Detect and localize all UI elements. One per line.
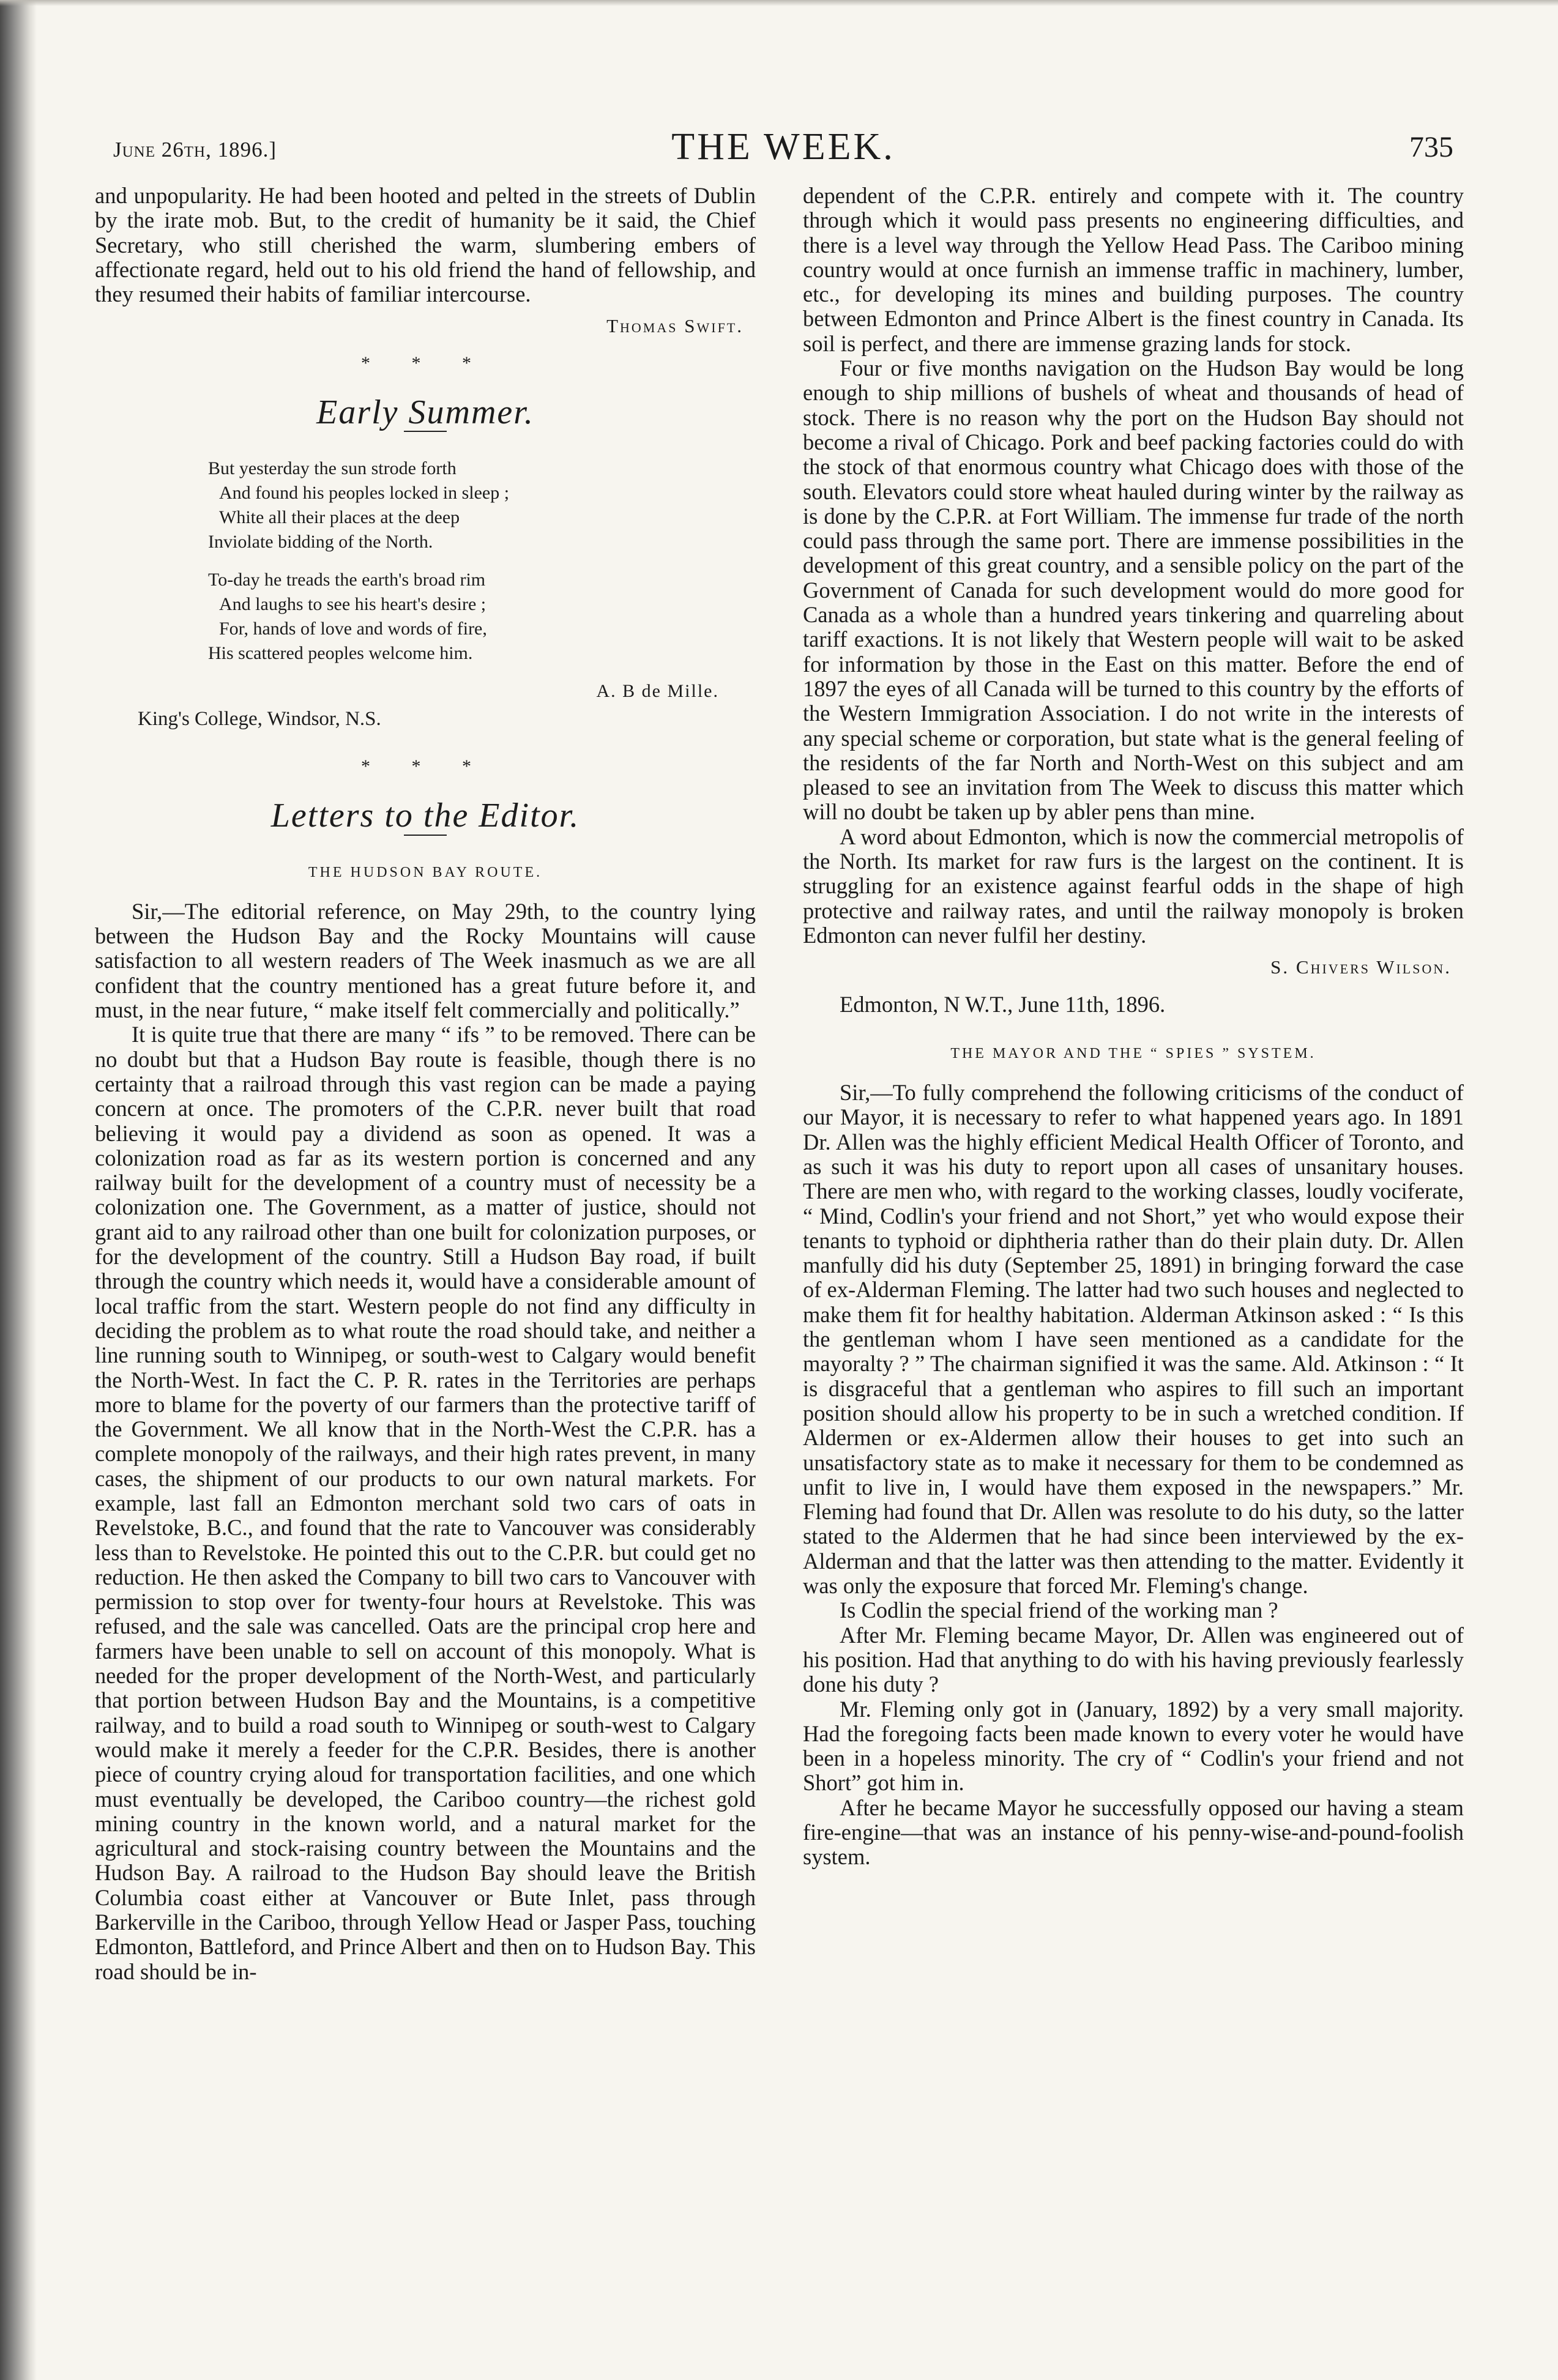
scan-top-edge [0,0,1558,6]
poem-line: His scattered peoples welcome him. [208,643,473,664]
letter-title: THE HUDSON BAY ROUTE. [308,864,543,880]
poem-line: And found his peoples locked in sleep ; [219,483,510,504]
poem-title: Early Summer. [316,393,534,432]
letter-paragraph: After he became Mayor he successfully opposed our having a steam fire-engine—that was an instance of his penny-wise-and-pound-foolish system. [803,1794,1464,1870]
page-number: 735 [1409,131,1453,163]
poem-line: But yesterday the sun strode forth [208,458,457,479]
letter-paragraph: It is quite true that there are many “ ifs ” to be removed. There can be no doubt but that a Hudson Bay route is feasible, though there is no certainty that a railroad through this vast region can be made a paying concern at once. The promoters of the C.P.R. never built that road believing it would pay a dividend as soon as opened. It was a colonization road as far as its western portion is concerned and any railway built for the development of a country must of necessity be a colonization one. The Government, as a matter of justice, should not grant aid to any railroad other than one built for colonization purposes, or for the development of the country. Still a Hudson Bay road, if built through the country which needs it, would have a considerable amount of local traffic from the start. Western people do not find any difficulty in deciding the problem as to what route the road should take, and neither a line running south to Winnipeg, or south-west to Calgary would benefit the North-West. In fact the C. P. R. rates in the Territories are perhaps more to blame for the poverty of our farmers than the protective tariff of the Government. We all know that in the North-West the C.P.R. has a complete monopoly of the railways, and their high rates prevent, in many cases, the shipment of our products to our own natural markets. For example, last fall an Edmonton merchant sold two cars of oats in Revelstoke, B.C., and found that the rate to Vancouver was considerably less than to Revelstoke. He pointed this out to the C.P.R. but could get no reduction. He then asked the Company to bill two cars to Vancouver with permission to stop over for twenty-four hours at Revelstoke. This was refused, and the sale was cancelled. Oats are the principal crop here and farmers have been unable to sell on account of this monopoly. What is needed for the proper development of the North-West, and particularly that portion between Hudson Bay and the Mountains, is a competitive railway, and to build a road south to Winnipeg or south-west to Calgary would make it merely a feeder for the C.P.R. Besides, there is another piece of country crying aloud for transportation facilities, and one which must eventually be developed, the Cariboo country—the richest gold mining country in the known world, and a natural market for the agricultural and stock-raising country between the Mountains and the Hudson Bay. A railroad to the Hudson Bay should leave the British Columbia coast either at Vancouver or Bute Inlet, pass through Barkerville in the Cariboo, through Yellow Head or Jasper Pass, touching Edmonton, Battleford, and Prince Albert and then on to Hudson Bay. This road should be in- [95,1022,756,1984]
letter-paragraph: Mr. Fleming only got in (January, 1892) by a very small majority. Had the foregoing facts been made known to every voter he would have been in a hopeless minority. The cry of “ Codlin's your friend and not Short” got him in. [803,1696,1464,1796]
poem-stanza-1 [208,456,756,554]
section-divider-stars: * * * [361,352,490,373]
poem-line: White all their places at the deep [219,507,460,528]
article-signature: Thomas Swift. [606,315,744,337]
poem-line: And laughs to see his heart's desire ; [219,594,486,615]
issue-date: June 26th, 1896.] [113,138,277,162]
poem-line: For, hands of love and words of fire, [219,619,487,639]
poem-line: To-day he treads the earth's broad rim [208,570,486,590]
right-column [803,184,1464,1870]
section-divider-stars: * * * [361,756,490,776]
letter-paragraph: Sir,—The editorial reference, on May 29th, to the country lying between the Hudson Bay and the Rocky Mountains will cause satisfaction to all western readers of The Week inasmuch as we are all confident that the country mentioned has a great future before it, and must, in the near future, “ make itself felt commercially and politically.” [95,898,756,1023]
article-continuation-text: and unpopularity. He had been hooted and pelted in the streets of Dublin by the irate mob. But, to the credit of humanity be it said, the Chief Secretary, who still cherished the warm, slumbering embers of affectionate regard, held out to his old friend the hand of fellowship, and they resumed their habits of familiar intercourse. [95,183,756,307]
left-column [95,184,756,1984]
letter-signature: S. Chivers Wilson. [1270,956,1452,978]
letter-place-date: Edmonton, N W.T., June 11th, 1896. [840,991,1166,1017]
page-header [113,125,1453,174]
publication-title: THE WEEK. [671,126,895,168]
scan-page-edge [0,0,37,2380]
poem-line: Inviolate bidding of the North. [208,532,433,552]
letter-title: THE MAYOR AND THE “ SPIES ” SYSTEM. [950,1045,1316,1062]
letter-paragraph: Is Codlin the special friend of the working man ? [840,1597,1278,1623]
letters-section-title: Letters to the Editor. [270,797,580,835]
letter-paragraph: Sir,—To fully comprehend the following criticisms of the conduct of our Mayor, it is necessary to refer to what happened years ago. In 1891 Dr. Allen was the highly efficient Medical Health Officer of Toronto, and as such it was his duty to report upon all cases of unsanitary houses. There are men who, with regard to the working classes, loudly vociferate, “ Mind, Codlin's your friend and not Short,” yet who would expose their tenants to typhoid or diphtheria rather than do their plain duty. Dr. Allen manfully did his duty (September 25, 1891) in bringing forward the case of ex-Alderman Fleming. The latter had two such houses and neglected to make them fit for healthy habitation. Alderman Atkinson asked : “ Is this the gentleman whom I have seen mentioned as a candidate for the mayoralty ? ” The chairman signified it was the same. Ald. Atkinson : “ It is disgraceful that a gentleman who aspires to fill such an important position should allow his property to be in such a wretched condition. If Aldermen or ex-Aldermen allow their houses to get into such an unsatisfactory state as to make it necessary for them to be condemned as unfit to live in, I would have them exposed in the newspapers.” Mr. Fleming had found that Dr. Allen was resolute to do his duty, so the latter stated to the Aldermen that he had since been interviewed by the ex-Alderman and that the latter was then attending to the matter. Evidently it was only the exposure that forced Mr. Fleming's change. [803,1080,1464,1599]
poem-stanza-2 [208,568,756,666]
letter-paragraph: After Mr. Fleming became Mayor, Dr. Allen was engineered out of his position. Had that anything to do with his having previously fearlessly done his duty ? [803,1622,1464,1697]
letter-paragraph: A word about Edmonton, which is now the commercial metropolis of the North. Its market for raw furs is the largest on the continent. It is struggling for an existence against fearful odds in the shape of high protective and railway rates, and until the railway monopoly is broken Edmonton can never fulfil her destiny. [803,824,1464,948]
poem-signature: A. B de Mille. [596,681,719,702]
letter-continuation-text: dependent of the C.P.R. entirely and compete with it. The country through which it would pass presents no engineering difficulties, and there is a level way through the Yellow Head Pass. The Cariboo mining country would at once furnish an immense traffic in machinery, lumber, etc., for developing its mines and building purposes. The country between Edmonton and Prince Albert is the finest country in Canada. Its soil is perfect, and there are immense grazing lands for stock. [803,183,1464,356]
poem-place: King's College, Windsor, N.S. [138,707,381,730]
letter-paragraph: Four or five months navigation on the Hudson Bay would be long enough to ship millions of bushels of wheat and thousands of head of stock. There is no reason why the port on the Hudson Bay should not become a rival of Chicago. Pork and beef packing factories could do with the stock of that enormous country what Chicago does with those of the south. Elevators could store wheat hauled during winter by the railway as is done by the C.P.R. at Fort William. The immense fur trade of the north could pass through the same port. There are immense possibilities in the development of this great country, and a sensible policy on the part of the Government of Canada for such development would do more good for Canada as a whole than a hundred years tinkering and quarreling about tariff exactions. It is not likely that Western people will wait to be asked for information by those in the East on this matter. Before the end of 1897 the eyes of all Canada will be turned to this country by the efforts of the Western Immigration Association. I do not write in the interests of any special scheme or corporation, but state what is the general feeling of the residents of the far North and North-West on this subject and am pleased to see an invitation from The Week to discuss this matter which will no doubt be taken up by abler pens than mine. [803,355,1464,825]
